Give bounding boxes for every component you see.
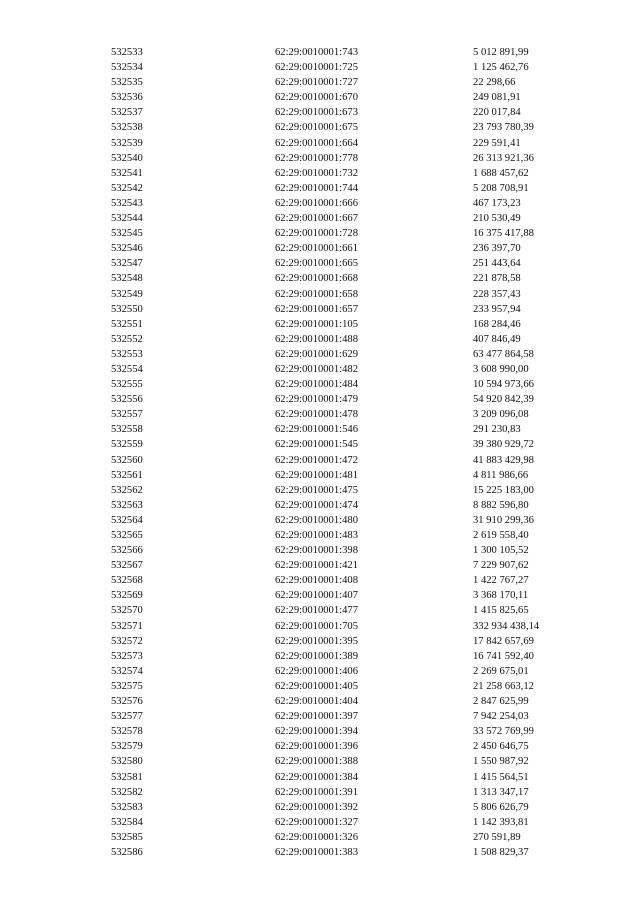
table-row [0,754,640,769]
row-id-cell: 532547 [111,258,143,270]
cadastral-number-cell: 62:29:0010001:392 [275,801,358,813]
cadastral-number-cell: 62:29:0010001:658 [275,288,358,300]
row-id-cell: 532545 [111,228,143,240]
cadastral-value-cell: 3 608 990,00 [473,363,529,375]
table-row [0,287,640,302]
row-id-cell: 532572 [111,635,143,647]
cadastral-number-cell: 62:29:0010001:408 [275,575,358,587]
cadastral-value-cell: 1 688 457,62 [473,167,529,179]
row-id-cell: 532573 [111,650,143,662]
table-row [0,483,640,498]
cadastral-value-cell: 210 530,49 [473,213,521,225]
cadastral-number-cell: 62:29:0010001:478 [275,409,358,421]
cadastral-number-cell: 62:29:0010001:675 [275,122,358,134]
row-id-cell: 532570 [111,605,143,617]
cadastral-number-cell: 62:29:0010001:394 [275,726,358,738]
cadastral-value-cell: 2 269 675,01 [473,665,529,677]
cadastral-number-cell: 62:29:0010001:384 [275,771,358,783]
cadastral-value-cell: 16 375 417,88 [473,228,534,240]
cadastral-value-cell: 236 397,70 [473,243,521,255]
row-id-cell: 532563 [111,499,143,511]
cadastral-value-cell: 1 422 767,27 [473,575,529,587]
cadastral-value-cell: 41 883 429,98 [473,454,534,466]
table-row [0,105,640,120]
cadastral-number-cell: 62:29:0010001:421 [275,560,358,572]
cadastral-number-cell: 62:29:0010001:327 [275,816,358,828]
cadastral-number-cell: 62:29:0010001:545 [275,439,358,451]
row-id-cell: 532568 [111,575,143,587]
cadastral-number-cell: 62:29:0010001:404 [275,696,358,708]
row-id-cell: 532560 [111,454,143,466]
table-row [0,317,640,332]
cadastral-number-cell: 62:29:0010001:477 [275,605,358,617]
cadastral-value-cell: 5 806 626,79 [473,801,529,813]
cadastral-value-cell: 10 594 973,66 [473,379,534,391]
row-id-cell: 532543 [111,197,143,209]
cadastral-number-cell: 62:29:0010001:396 [275,741,358,753]
table-row [0,377,640,392]
table-row [0,558,640,573]
row-id-cell: 532539 [111,137,143,149]
table-row [0,513,640,528]
cadastral-number-cell: 62:29:0010001:728 [275,228,358,240]
table-row [0,271,640,286]
cadastral-value-cell: 21 258 663,12 [473,680,534,692]
table-row [0,302,640,317]
cadastral-number-cell: 62:29:0010001:398 [275,545,358,557]
table-row [0,422,640,437]
cadastral-value-cell: 2 450 646,75 [473,741,529,753]
cadastral-value-cell: 467 173,23 [473,197,521,209]
table-row [0,800,640,815]
cadastral-number-cell: 62:29:0010001:482 [275,363,358,375]
cadastral-value-cell: 1 415 825,65 [473,605,529,617]
table-row [0,679,640,694]
cadastral-value-cell: 26 313 921,36 [473,152,534,164]
table-row [0,181,640,196]
cadastral-number-cell: 62:29:0010001:670 [275,92,358,104]
cadastral-value-cell: 7 229 907,62 [473,560,529,572]
row-id-cell: 532569 [111,590,143,602]
row-id-cell: 532549 [111,288,143,300]
row-id-cell: 532544 [111,213,143,225]
table-row [0,649,640,664]
row-id-cell: 532558 [111,424,143,436]
cadastral-number-cell: 62:29:0010001:395 [275,635,358,647]
cadastral-number-cell: 62:29:0010001:743 [275,47,358,58]
cadastral-value-cell: 5 012 891,99 [473,47,529,58]
cadastral-value-cell: 1 300 105,52 [473,545,529,557]
row-id-cell: 532553 [111,348,143,360]
cadastral-number-cell: 62:29:0010001:744 [275,182,358,194]
table-row [0,45,640,60]
cadastral-number-cell: 62:29:0010001:667 [275,213,358,225]
row-id-cell: 532586 [111,846,143,858]
cadastral-number-cell: 62:29:0010001:479 [275,394,358,406]
cadastral-value-cell: 1 415 564,51 [473,771,529,783]
cadastral-number-cell: 62:29:0010001:673 [275,107,358,119]
cadastral-value-cell: 249 081,91 [473,92,521,104]
cadastral-value-cell: 168 284,46 [473,318,521,330]
row-id-cell: 532534 [111,62,143,74]
row-id-cell: 532564 [111,514,143,526]
cadastral-number-cell: 62:29:0010001:629 [275,348,358,360]
cadastral-number-cell: 62:29:0010001:397 [275,711,358,723]
table-row [0,362,640,377]
cadastral-value-cell: 4 811 986,66 [473,469,529,481]
row-id-cell: 532585 [111,831,143,843]
table-row [0,770,640,785]
table-row [0,468,640,483]
cadastral-number-cell: 62:29:0010001:406 [275,665,358,677]
cadastral-value-cell: 1 125 462,76 [473,62,529,74]
row-id-cell: 532579 [111,741,143,753]
table-row [0,724,640,739]
table-row [0,739,640,754]
table-row [0,845,640,860]
cadastral-value-cell: 2 619 558,40 [473,530,529,541]
table-row [0,694,640,709]
cadastral-value-cell: 1 142 393,81 [473,816,529,828]
table-row [0,543,640,558]
row-id-cell: 532542 [111,182,143,194]
row-id-cell: 532567 [111,560,143,572]
table-row [0,136,640,151]
row-id-cell: 532554 [111,363,143,375]
table-row [0,785,640,800]
cadastral-value-cell: 332 934 438,14 [473,620,540,632]
row-id-cell: 532571 [111,620,143,632]
cadastral-number-cell: 62:29:0010001:105 [275,318,358,330]
cadastral-value-cell: 3 209 096,08 [473,409,529,421]
cadastral-value-cell: 7 942 254,03 [473,711,529,723]
cadastral-value-cell: 3 368 170,11 [473,590,529,602]
row-id-cell: 532580 [111,756,143,768]
cadastral-value-cell: 233 957,94 [473,303,521,315]
cadastral-number-cell: 62:29:0010001:407 [275,590,358,602]
table-row [0,709,640,724]
row-id-cell: 532574 [111,665,143,677]
table-row [0,528,640,543]
cadastral-number-cell: 62:29:0010001:472 [275,454,358,466]
table-row [0,407,640,422]
cadastral-value-cell: 221 878,58 [473,273,521,285]
row-id-cell: 532550 [111,303,143,315]
cadastral-value-cell: 39 380 929,72 [473,439,534,451]
table-row [0,634,640,649]
cadastral-number-cell: 62:29:0010001:481 [275,469,358,481]
table-row [0,498,640,513]
table-row [0,619,640,634]
table-row [0,75,640,90]
cadastral-value-cell: 16 741 592,40 [473,650,534,662]
table-row [0,437,640,452]
row-id-cell: 532548 [111,273,143,285]
cadastral-number-cell: 62:29:0010001:388 [275,756,358,768]
cadastral-number-cell: 62:29:0010001:389 [275,650,358,662]
cadastral-number-cell: 62:29:0010001:657 [275,303,358,315]
cadastral-value-cell: 31 910 299,36 [473,514,534,526]
cadastral-number-cell: 62:29:0010001:546 [275,424,358,436]
row-id-cell: 532576 [111,696,143,708]
row-id-cell: 532583 [111,801,143,813]
table-row [0,588,640,603]
cadastral-number-cell: 62:29:0010001:664 [275,137,358,149]
table-row [0,256,640,271]
cadastral-number-cell: 62:29:0010001:474 [275,499,358,511]
cadastral-value-cell: 229 591,41 [473,137,521,149]
table-row [0,196,640,211]
cadastral-number-cell: 62:29:0010001:665 [275,258,358,270]
cadastral-number-cell: 62:29:0010001:727 [275,77,358,89]
row-id-cell: 532578 [111,726,143,738]
row-id-cell: 532535 [111,77,143,89]
table-row [0,120,640,135]
table-row [0,603,640,618]
cadastral-value-cell: 8 882 596,80 [473,499,529,511]
table-row [0,664,640,679]
cadastral-value-cell: 2 847 625,99 [473,696,529,708]
cadastral-value-cell: 1 313 347,17 [473,786,529,798]
row-id-cell: 532559 [111,439,143,451]
row-id-cell: 532581 [111,771,143,783]
cadastral-number-cell: 62:29:0010001:391 [275,786,358,798]
cadastral-number-cell: 62:29:0010001:488 [275,333,358,345]
cadastral-value-cell: 54 920 842,39 [473,394,534,406]
table-row [0,392,640,407]
row-id-cell: 532565 [111,530,143,541]
row-id-cell: 532582 [111,786,143,798]
cadastral-value-cell: 228 357,43 [473,288,521,300]
table-row [0,815,640,830]
row-id-cell: 532557 [111,409,143,421]
table-row [0,60,640,75]
cadastral-value-cell: 1 508 829,37 [473,846,529,858]
cadastral-number-cell: 62:29:0010001:405 [275,680,358,692]
cadastral-value-cell: 17 842 657,69 [473,635,534,647]
cadastral-value-cell: 22 298,66 [473,77,516,89]
row-id-cell: 532540 [111,152,143,164]
cadastral-number-cell: 62:29:0010001:484 [275,379,358,391]
table-row [0,90,640,105]
row-id-cell: 532561 [111,469,143,481]
row-id-cell: 532538 [111,122,143,134]
cadastral-value-cell: 291 230,83 [473,424,521,436]
row-id-cell: 532537 [111,107,143,119]
row-id-cell: 532552 [111,333,143,345]
cadastral-value-cell: 23 793 780,39 [473,122,534,134]
cadastral-value-cell: 220 017,84 [473,107,521,119]
cadastral-value-cell: 407 846,49 [473,333,521,345]
row-id-cell: 532533 [111,47,143,58]
cadastral-number-cell: 62:29:0010001:475 [275,484,358,496]
row-id-cell: 532536 [111,92,143,104]
row-id-cell: 532577 [111,711,143,723]
cadastral-number-cell: 62:29:0010001:326 [275,831,358,843]
cadastral-number-cell: 62:29:0010001:483 [275,530,358,541]
row-id-cell: 532556 [111,394,143,406]
table-row [0,332,640,347]
cadastral-number-cell: 62:29:0010001:661 [275,243,358,255]
cadastral-value-table [0,45,640,860]
row-id-cell: 532575 [111,680,143,692]
table-row [0,211,640,226]
cadastral-number-cell: 62:29:0010001:480 [275,514,358,526]
cadastral-number-cell: 62:29:0010001:666 [275,197,358,209]
table-row [0,347,640,362]
row-id-cell: 532584 [111,816,143,828]
cadastral-number-cell: 62:29:0010001:668 [275,273,358,285]
table-row [0,226,640,241]
row-id-cell: 532546 [111,243,143,255]
cadastral-number-cell: 62:29:0010001:725 [275,62,358,74]
table-row [0,573,640,588]
cadastral-number-cell: 62:29:0010001:383 [275,846,358,858]
cadastral-value-cell: 15 225 183,00 [473,484,534,496]
row-id-cell: 532566 [111,545,143,557]
cadastral-number-cell: 62:29:0010001:705 [275,620,358,632]
table-row [0,166,640,181]
cadastral-value-cell: 33 572 769,99 [473,726,534,738]
cadastral-value-cell: 63 477 864,58 [473,348,534,360]
cadastral-value-cell: 251 443,64 [473,258,521,270]
table-row [0,830,640,845]
table-row [0,241,640,256]
cadastral-value-cell: 1 550 987,92 [473,756,529,768]
table-row [0,151,640,166]
cadastral-number-cell: 62:29:0010001:778 [275,152,358,164]
cadastral-value-cell: 5 208 708,91 [473,182,529,194]
row-id-cell: 532555 [111,379,143,391]
row-id-cell: 532541 [111,167,143,179]
table-row [0,453,640,468]
row-id-cell: 532551 [111,318,143,330]
row-id-cell: 532562 [111,484,143,496]
cadastral-number-cell: 62:29:0010001:732 [275,167,358,179]
cadastral-value-cell: 270 591,89 [473,831,521,843]
